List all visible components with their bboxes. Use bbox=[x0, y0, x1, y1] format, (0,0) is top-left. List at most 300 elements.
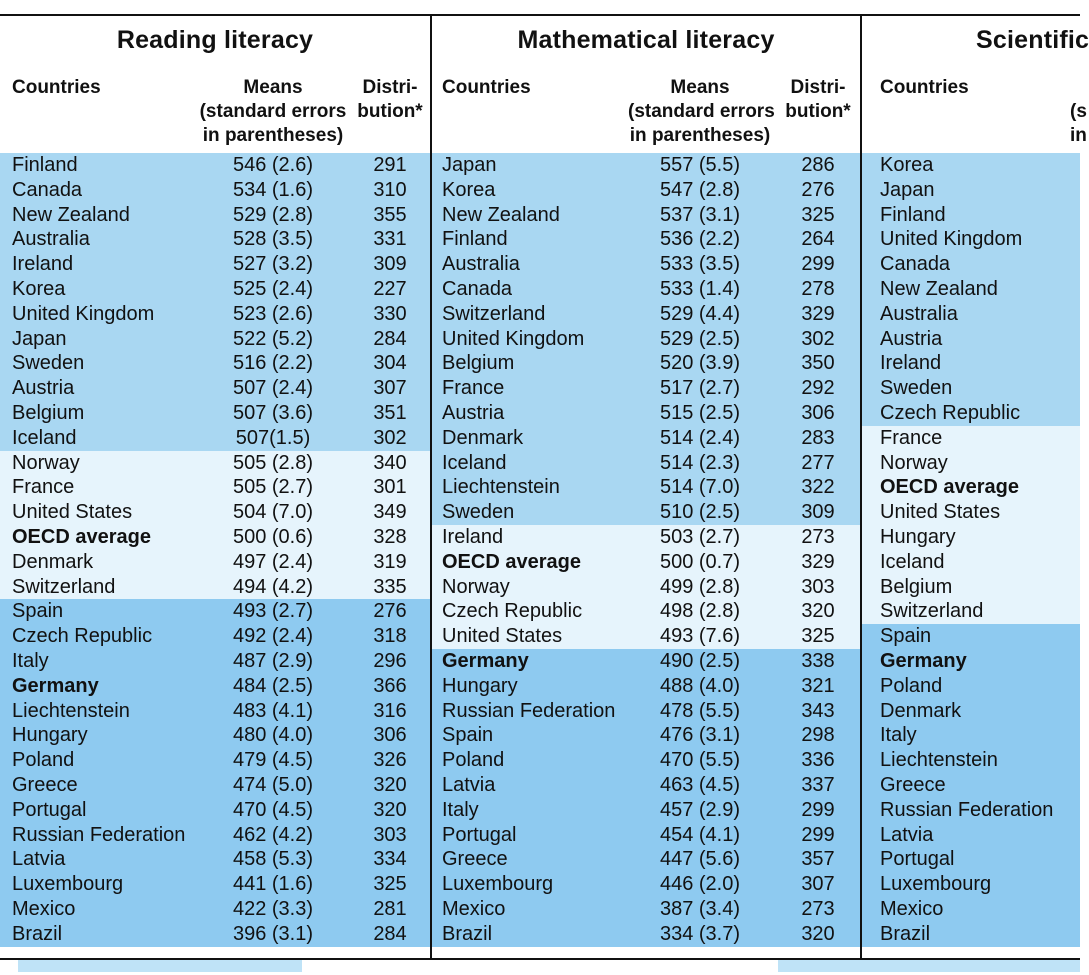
panel-reading bbox=[0, 16, 430, 958]
table-row bbox=[862, 376, 1080, 401]
distribution-value: 276 bbox=[801, 178, 835, 201]
table-row bbox=[862, 426, 1080, 451]
distribution-value: 322 bbox=[801, 476, 835, 499]
distribution-value: 298 bbox=[801, 724, 835, 747]
distribution-value: 286 bbox=[801, 154, 835, 176]
distribution-value: 309 bbox=[373, 253, 407, 276]
mean-score: 505 (2.8) bbox=[232, 451, 314, 474]
country-name: Germany bbox=[880, 649, 967, 672]
distribution-value: 273 bbox=[801, 897, 835, 920]
rows-reading bbox=[0, 153, 430, 947]
mean-score: 547 (2.8) bbox=[659, 178, 741, 201]
distribution-value: 318 bbox=[373, 625, 407, 648]
header-dist-line: Distri- bbox=[790, 77, 846, 98]
mean-score: 514 (7.0) bbox=[659, 476, 741, 499]
header-means-line: (standard errors bbox=[199, 101, 347, 122]
mean-score: 515 (2.5) bbox=[659, 401, 741, 424]
country-name: Japan bbox=[880, 178, 935, 201]
country-name: Liechtenstein bbox=[880, 749, 998, 772]
mean-score: 525 (2.4) bbox=[232, 277, 314, 300]
mean-score: 462 (4.2) bbox=[232, 823, 314, 846]
table-row bbox=[0, 847, 430, 872]
mean-score: 557 (5.5) bbox=[659, 154, 741, 176]
country-name: Latvia bbox=[12, 848, 66, 871]
mean-score: 534 (1.6) bbox=[232, 178, 314, 201]
table-row bbox=[862, 897, 1080, 922]
country-name: Belgium bbox=[880, 575, 953, 598]
mean-score: 422 (3.3) bbox=[232, 897, 314, 920]
table-row bbox=[432, 252, 860, 277]
country-name: Hungary bbox=[880, 525, 956, 548]
country-name: Hungary bbox=[12, 724, 88, 747]
country-name: Portugal bbox=[442, 823, 517, 846]
country-name: OECD average bbox=[880, 476, 1019, 499]
table-row bbox=[862, 525, 1080, 550]
country-name: Germany bbox=[12, 674, 99, 697]
country-name: Mexico bbox=[880, 897, 944, 920]
table-row bbox=[862, 823, 1080, 848]
table-row bbox=[0, 327, 430, 352]
distribution-value: 329 bbox=[801, 302, 835, 325]
table-row bbox=[0, 649, 430, 674]
table-row bbox=[862, 699, 1080, 724]
mean-score: 529 (2.8) bbox=[232, 203, 314, 226]
country-name: United Kingdom bbox=[12, 302, 155, 325]
table-row bbox=[0, 748, 430, 773]
mean-score: 520 (3.9) bbox=[659, 352, 741, 375]
table-row bbox=[862, 748, 1080, 773]
country-name: Canada bbox=[442, 277, 513, 300]
table-row bbox=[0, 922, 430, 947]
mean-score: 396 (3.1) bbox=[232, 922, 314, 945]
header-partial-line: in bbox=[1070, 125, 1087, 146]
mean-score: 533 (1.4) bbox=[659, 277, 741, 300]
header-dist-line: Distri- bbox=[362, 77, 418, 98]
table-row bbox=[862, 227, 1080, 252]
table-row bbox=[0, 624, 430, 649]
rows-math bbox=[432, 153, 860, 947]
table-row bbox=[862, 798, 1080, 823]
table-row bbox=[0, 550, 430, 575]
mean-score: 498 (2.8) bbox=[659, 600, 741, 623]
distribution-value: 325 bbox=[801, 203, 835, 226]
table-row bbox=[0, 699, 430, 724]
distribution-value: 309 bbox=[801, 501, 835, 524]
country-name: OECD average bbox=[442, 550, 581, 573]
table-row bbox=[862, 327, 1080, 352]
rows-science bbox=[862, 153, 1080, 947]
table-row bbox=[0, 401, 430, 426]
mean-score: 529 (4.4) bbox=[659, 302, 741, 325]
mean-score: 463 (4.5) bbox=[659, 773, 741, 796]
table-row bbox=[432, 723, 860, 748]
panel-title: Reading literacy bbox=[116, 26, 314, 54]
table-row bbox=[432, 153, 860, 178]
mean-score: 537 (3.1) bbox=[659, 203, 741, 226]
table-row bbox=[432, 823, 860, 848]
country-name: Czech Republic bbox=[880, 401, 1021, 424]
distribution-value: 355 bbox=[373, 203, 407, 226]
distribution-value: 338 bbox=[801, 649, 835, 672]
distribution-value: 331 bbox=[373, 228, 407, 251]
table-row bbox=[432, 277, 860, 302]
mean-score: 470 (4.5) bbox=[232, 798, 314, 821]
mean-score: 546 (2.6) bbox=[232, 154, 314, 176]
mean-score: 523 (2.6) bbox=[232, 302, 314, 325]
mean-score: 529 (2.5) bbox=[659, 327, 741, 350]
country-name: United States bbox=[880, 501, 1001, 524]
table-row bbox=[432, 401, 860, 426]
distribution-value: 302 bbox=[801, 327, 835, 350]
mean-score: 510 (2.5) bbox=[659, 501, 741, 524]
mean-score: 493 (2.7) bbox=[232, 600, 314, 623]
country-name: Norway bbox=[12, 451, 80, 474]
table-row bbox=[432, 922, 860, 947]
mean-score: 479 (4.5) bbox=[232, 749, 314, 772]
distribution-value: 319 bbox=[373, 550, 407, 573]
distribution-value: 283 bbox=[801, 426, 835, 449]
mean-score: 487 (2.9) bbox=[232, 649, 314, 672]
country-name: Denmark bbox=[12, 550, 94, 573]
country-name: Italy bbox=[12, 649, 49, 672]
distribution-value: 299 bbox=[801, 798, 835, 821]
mean-score: 504 (7.0) bbox=[232, 501, 314, 524]
mean-score: 505 (2.7) bbox=[232, 476, 314, 499]
mean-score: 480 (4.0) bbox=[232, 724, 314, 747]
mean-score: 533 (3.5) bbox=[659, 253, 741, 276]
country-name: Australia bbox=[880, 302, 958, 325]
table-row bbox=[0, 575, 430, 600]
country-name: Luxembourg bbox=[442, 873, 554, 896]
country-name: France bbox=[12, 476, 75, 499]
country-name: New Zealand bbox=[12, 203, 130, 226]
country-name: Latvia bbox=[442, 773, 496, 796]
country-name: Italy bbox=[880, 724, 917, 747]
country-name: Iceland bbox=[880, 550, 945, 573]
table-row bbox=[432, 575, 860, 600]
mean-score: 454 (4.1) bbox=[659, 823, 741, 846]
country-name: Belgium bbox=[442, 352, 515, 375]
country-name: Brazil bbox=[12, 922, 63, 945]
country-name: Poland bbox=[442, 749, 505, 772]
header-means-line: Means bbox=[243, 77, 303, 98]
table-row bbox=[862, 649, 1080, 674]
distribution-value: 264 bbox=[801, 228, 835, 251]
mean-score: 499 (2.8) bbox=[659, 575, 741, 598]
table-row bbox=[432, 475, 860, 500]
mean-score: 334 (3.7) bbox=[659, 922, 741, 945]
mean-score: 474 (5.0) bbox=[232, 773, 314, 796]
distribution-value: 329 bbox=[801, 550, 835, 573]
country-name: Finland bbox=[442, 228, 508, 251]
distribution-value: 303 bbox=[801, 575, 835, 598]
mean-score: 493 (7.6) bbox=[659, 625, 741, 648]
table-row bbox=[862, 872, 1080, 897]
country-name: Finland bbox=[12, 154, 78, 176]
country-name: Austria bbox=[442, 401, 505, 424]
table-row bbox=[0, 723, 430, 748]
table-row bbox=[0, 351, 430, 376]
table-row bbox=[432, 674, 860, 699]
table-row bbox=[862, 723, 1080, 748]
distribution-value: 291 bbox=[373, 154, 407, 176]
distribution-value: 277 bbox=[801, 451, 835, 474]
mean-score: 458 (5.3) bbox=[232, 848, 314, 871]
mean-score: 507 (3.6) bbox=[232, 401, 314, 424]
table-row bbox=[432, 500, 860, 525]
country-name: Russian Federation bbox=[880, 798, 1054, 821]
distribution-value: 284 bbox=[373, 327, 407, 350]
table-row bbox=[862, 624, 1080, 649]
country-name: Luxembourg bbox=[12, 873, 124, 896]
table-row bbox=[432, 847, 860, 872]
table-row bbox=[862, 203, 1080, 228]
table-row bbox=[862, 302, 1080, 327]
mean-score: 484 (2.5) bbox=[232, 674, 314, 697]
panel-math bbox=[432, 16, 860, 958]
mean-score: 514 (2.3) bbox=[659, 451, 741, 474]
country-name: Belgium bbox=[12, 401, 85, 424]
distribution-value: 310 bbox=[373, 178, 407, 201]
distribution-value: 301 bbox=[373, 476, 407, 499]
table-row bbox=[0, 599, 430, 624]
header-countries: Countries bbox=[880, 77, 969, 98]
bottom-color-stripe bbox=[778, 960, 1080, 972]
table-row bbox=[0, 178, 430, 203]
country-name: Czech Republic bbox=[442, 600, 583, 623]
country-name: Ireland bbox=[442, 525, 504, 548]
table-row bbox=[0, 426, 430, 451]
distribution-value: 307 bbox=[801, 873, 835, 896]
country-name: Sweden bbox=[12, 352, 85, 375]
header-means-line: Means bbox=[670, 77, 730, 98]
country-name: Switzerland bbox=[442, 302, 546, 325]
table-row bbox=[432, 872, 860, 897]
table-row bbox=[862, 401, 1080, 426]
mean-score: 492 (2.4) bbox=[232, 625, 314, 648]
distribution-value: 340 bbox=[373, 451, 407, 474]
table-row bbox=[432, 550, 860, 575]
distribution-value: 349 bbox=[373, 501, 407, 524]
table-row bbox=[862, 575, 1080, 600]
distribution-value: 316 bbox=[373, 699, 407, 722]
country-name: Poland bbox=[880, 674, 943, 697]
table-row bbox=[0, 252, 430, 277]
country-name: Luxembourg bbox=[880, 873, 992, 896]
table-row bbox=[862, 351, 1080, 376]
distribution-value: 281 bbox=[373, 897, 407, 920]
table-row bbox=[0, 153, 430, 178]
country-name: Sweden bbox=[880, 377, 953, 400]
distribution-value: 276 bbox=[373, 600, 407, 623]
mean-score: 516 (2.2) bbox=[232, 352, 314, 375]
distribution-value: 325 bbox=[373, 873, 407, 896]
country-name: Greece bbox=[880, 773, 946, 796]
country-name: Austria bbox=[12, 377, 75, 400]
country-name: Russian Federation bbox=[442, 699, 616, 722]
mean-score: 503 (2.7) bbox=[659, 525, 741, 548]
country-name: Denmark bbox=[880, 699, 962, 722]
header-countries: Countries bbox=[12, 77, 101, 98]
distribution-value: 366 bbox=[373, 674, 407, 697]
mean-score: 536 (2.2) bbox=[659, 228, 741, 251]
mean-score: 507 (2.4) bbox=[232, 377, 314, 400]
table-row bbox=[862, 847, 1080, 872]
mean-score: 457 (2.9) bbox=[659, 798, 741, 821]
table-row bbox=[432, 897, 860, 922]
distribution-value: 227 bbox=[373, 277, 407, 300]
table-row bbox=[0, 277, 430, 302]
header-means bbox=[628, 76, 775, 148]
distribution-value: 296 bbox=[373, 649, 407, 672]
country-name: Greece bbox=[12, 773, 78, 796]
panel-science bbox=[862, 16, 1089, 958]
header-means-line: (standard errors bbox=[628, 101, 775, 122]
distribution-value: 337 bbox=[801, 773, 835, 796]
table-row bbox=[0, 451, 430, 476]
header-distribution bbox=[350, 76, 430, 124]
table-row bbox=[0, 500, 430, 525]
country-name: Ireland bbox=[12, 253, 74, 276]
table-row bbox=[432, 426, 860, 451]
country-name: United States bbox=[442, 625, 563, 648]
table-row bbox=[0, 525, 430, 550]
country-name: Austria bbox=[880, 327, 943, 350]
table-row bbox=[862, 178, 1080, 203]
distribution-value: 320 bbox=[801, 922, 835, 945]
distribution-value: 321 bbox=[801, 674, 835, 697]
country-name: France bbox=[442, 377, 505, 400]
mean-score: 494 (4.2) bbox=[232, 575, 314, 598]
mean-score: 476 (3.1) bbox=[659, 724, 741, 747]
distribution-value: 299 bbox=[801, 253, 835, 276]
country-name: Spain bbox=[880, 625, 932, 648]
country-name: United States bbox=[12, 501, 133, 524]
bottom-color-stripe bbox=[18, 960, 302, 972]
distribution-value: 304 bbox=[373, 352, 407, 375]
country-name: Mexico bbox=[12, 897, 76, 920]
panel-title: Mathematical literacy bbox=[517, 26, 775, 54]
distribution-value: 273 bbox=[801, 525, 835, 548]
header-dist-line: bution* bbox=[357, 101, 423, 122]
table-row bbox=[432, 203, 860, 228]
table-row bbox=[432, 327, 860, 352]
country-name: Finland bbox=[880, 203, 946, 226]
header-distribution bbox=[778, 76, 858, 124]
country-name: Canada bbox=[880, 253, 951, 276]
country-name: Liechtenstein bbox=[442, 476, 560, 499]
distribution-value: 284 bbox=[373, 922, 407, 945]
distribution-value: 302 bbox=[373, 426, 407, 449]
distribution-value: 330 bbox=[373, 302, 407, 325]
country-name: Russian Federation bbox=[12, 823, 186, 846]
mean-score: 478 (5.5) bbox=[659, 699, 741, 722]
table-row bbox=[862, 475, 1080, 500]
country-name: Iceland bbox=[442, 451, 507, 474]
table-row bbox=[432, 624, 860, 649]
distribution-value: 325 bbox=[801, 625, 835, 648]
distribution-value: 357 bbox=[801, 848, 835, 871]
country-name: Mexico bbox=[442, 897, 506, 920]
country-name: Switzerland bbox=[880, 600, 984, 623]
header-partial-line: (s bbox=[1070, 101, 1087, 122]
table-row bbox=[0, 798, 430, 823]
distribution-value: 326 bbox=[373, 749, 407, 772]
country-name: Australia bbox=[12, 228, 90, 251]
distribution-value: 343 bbox=[801, 699, 835, 722]
distribution-value: 307 bbox=[373, 377, 407, 400]
country-name: Hungary bbox=[442, 674, 518, 697]
header-means-line: in parentheses) bbox=[629, 125, 771, 146]
country-name: Ireland bbox=[880, 352, 942, 375]
header-dist-line: bution* bbox=[785, 101, 851, 122]
mean-score: 488 (4.0) bbox=[659, 674, 741, 697]
country-name: OECD average bbox=[12, 525, 151, 548]
distribution-value: 351 bbox=[373, 401, 407, 424]
country-name: New Zealand bbox=[442, 203, 560, 226]
table-row bbox=[0, 475, 430, 500]
country-name: Germany bbox=[442, 649, 529, 672]
header-means-line: in parentheses) bbox=[202, 125, 344, 146]
mean-score: 446 (2.0) bbox=[659, 873, 741, 896]
mean-score: 497 (2.4) bbox=[232, 550, 314, 573]
table-row bbox=[432, 376, 860, 401]
table-row bbox=[862, 922, 1080, 947]
header-means bbox=[196, 76, 350, 148]
distribution-value: 320 bbox=[801, 600, 835, 623]
country-name: Switzerland bbox=[12, 575, 116, 598]
country-name: Liechtenstein bbox=[12, 699, 130, 722]
table-row bbox=[862, 153, 1080, 178]
table-row bbox=[0, 227, 430, 252]
mean-score: 441 (1.6) bbox=[232, 873, 314, 896]
country-name: Greece bbox=[442, 848, 508, 871]
distribution-value: 328 bbox=[373, 525, 407, 548]
mean-score: 500 (0.6) bbox=[232, 525, 314, 548]
country-name: Canada bbox=[12, 178, 83, 201]
country-name: Japan bbox=[442, 154, 497, 176]
table-row bbox=[0, 872, 430, 897]
country-name: Korea bbox=[442, 178, 496, 201]
table-row bbox=[0, 302, 430, 327]
mean-score: 527 (3.2) bbox=[232, 253, 314, 276]
table-row bbox=[432, 748, 860, 773]
table-row bbox=[432, 451, 860, 476]
mean-score: 500 (0.7) bbox=[659, 550, 741, 573]
country-name: France bbox=[880, 426, 943, 449]
mean-score: 522 (5.2) bbox=[232, 327, 314, 350]
distribution-value: 278 bbox=[801, 277, 835, 300]
table-row bbox=[0, 203, 430, 228]
table-row bbox=[432, 351, 860, 376]
panel-title: Scientific bbox=[976, 26, 1089, 54]
country-name: Australia bbox=[442, 253, 520, 276]
header-partial bbox=[1070, 100, 1087, 148]
country-name: Norway bbox=[442, 575, 510, 598]
distribution-value: 335 bbox=[373, 575, 407, 598]
country-name: Spain bbox=[442, 724, 494, 747]
table-row bbox=[432, 302, 860, 327]
table-row bbox=[862, 674, 1080, 699]
table-row bbox=[0, 897, 430, 922]
table-row bbox=[0, 773, 430, 798]
country-name: Korea bbox=[12, 277, 66, 300]
table-row bbox=[432, 525, 860, 550]
distribution-value: 306 bbox=[801, 401, 835, 424]
mean-score: 507(1.5) bbox=[235, 426, 311, 449]
table-row bbox=[862, 550, 1080, 575]
country-name: Brazil bbox=[442, 922, 493, 945]
